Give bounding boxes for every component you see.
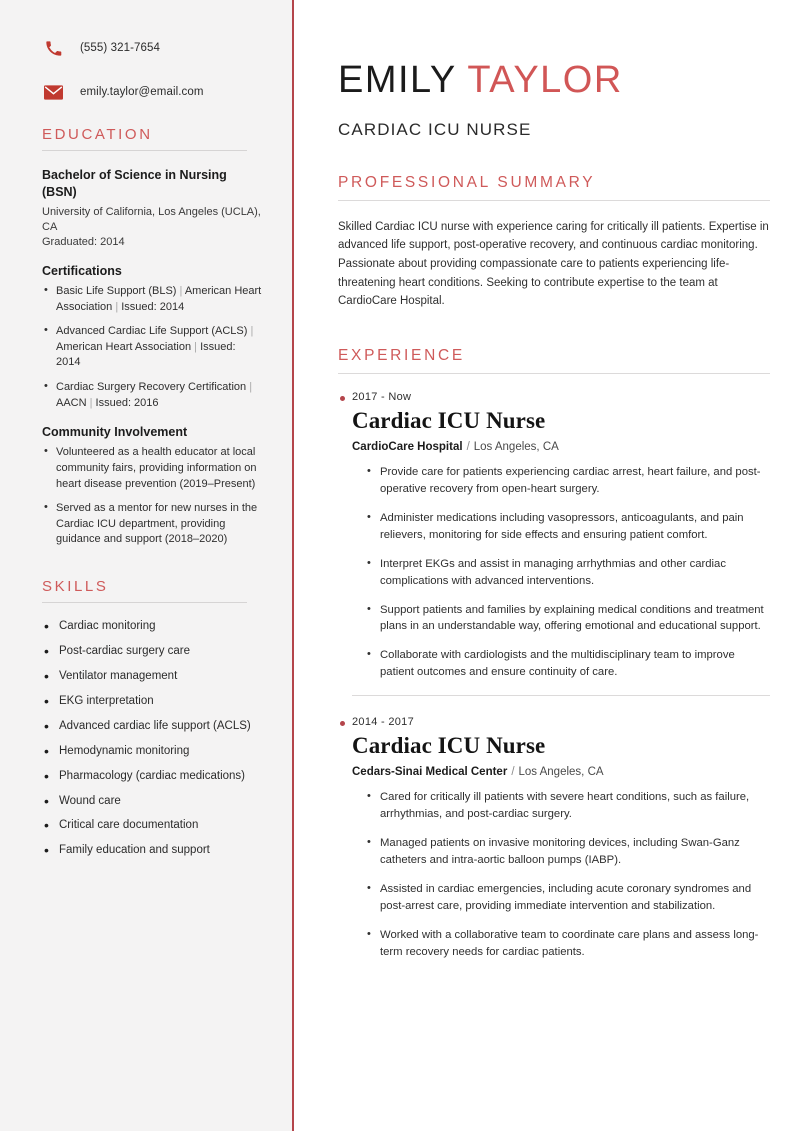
community-heading: Community Involvement [42, 425, 188, 440]
list-item: • Post-cardiac surgery care [42, 644, 262, 659]
experience-role: Cardiac ICU Nurse [352, 733, 546, 759]
headline-job-title: CARDIAC ICU NURSE [338, 119, 532, 139]
list-item: • Advanced cardiac life support (ACLS) [42, 719, 262, 734]
contact-phone[interactable] [42, 38, 262, 58]
list-item: • EKG interpretation [42, 694, 262, 709]
separator-slash: / [466, 440, 470, 453]
community-list [42, 445, 262, 548]
experience-item [338, 391, 770, 681]
last-name: TAYLOR [467, 59, 623, 101]
list-item: • Cared for critically ill patients with severe heart conditions, such as failure, arrhythmias, and post-cardiac surgery. [366, 789, 770, 823]
section-title-experience: EXPERIENCE [338, 346, 465, 364]
separator-slash: / [511, 766, 515, 779]
skills-list [42, 619, 262, 858]
graduation-year: Graduated: 2014 [42, 235, 125, 248]
education-entry [42, 167, 262, 250]
section-title-skills: SKILLS [42, 577, 109, 595]
certifications-list [42, 284, 262, 411]
list-item: • Provide care for patients experiencing cardiac arrest, heart failure, and post-operative recovery from open-heart surgery. [366, 464, 770, 498]
education-divider [42, 150, 247, 151]
experience-dates: 2014 - 2017 [338, 716, 770, 728]
list-item: • Administer medications including vasopressors, anticoagulants, and pain relievers, monitoring for side effects and ensuring patient comfort. [366, 510, 770, 544]
summary-text: Skilled Cardiac ICU nurse with experience caring for critically ill patients. Expertise in advanced life support, post-operative recovery, and continuous cardiac monitoring. Passionate about providing compassionate care to patients experiencing life-threatening heart conditions. Seeking to contribute expertise to the team at CardioCare Hospital. [338, 220, 769, 308]
company-name: CardioCare Hospital [352, 440, 463, 453]
experience-divider [338, 373, 770, 374]
list-item: • Cardiac monitoring [42, 619, 262, 634]
list-item: • Support patients and families by explaining medical conditions and treatment plans in an understandable way, offering emotional and educational support. [366, 602, 770, 636]
certifications-heading: Certifications [42, 264, 122, 279]
skills-divider [42, 602, 247, 603]
phone-value: (555) 321-7654 [80, 42, 161, 54]
experience-bullets [366, 789, 770, 961]
list-item: • Collaborate with cardiologists and the multidisciplinary team to improve patient outcomes and ensure continuity of care. [366, 647, 770, 681]
envelope-icon [42, 82, 64, 102]
list-item: • Assisted in cardiac emergencies, including acute coronary syndromes and post-arrest care, providing immediate intervention and stabilization. [366, 881, 770, 915]
list-item: • Worked with a collaborative team to coordinate care plans and assess long-term recovery needs for cardiac patients. [366, 927, 770, 961]
degree-name: Bachelor of Science in Nursing (BSN) [42, 168, 227, 199]
list-item: • Family education and support [42, 843, 262, 858]
sidebar [0, 0, 294, 1131]
company-location: Los Angeles, CA [473, 440, 559, 453]
list-item: • Managed patients on invasive monitoring devices, including Swan-Ganz catheters and intra-aortic balloon pumps (IABP). [366, 835, 770, 869]
contact-email[interactable] [42, 82, 262, 102]
experience-company-line [352, 441, 770, 453]
phone-icon [42, 38, 64, 58]
first-name: EMILY [338, 59, 457, 101]
list-item: • Pharmacology (cardiac medications) [42, 769, 262, 784]
list-item: • Critical care documentation [42, 818, 262, 833]
list-item: • Hemodynamic monitoring [42, 744, 262, 759]
company-name: Cedars-Sinai Medical Center [352, 766, 508, 779]
experience-item [338, 716, 770, 961]
experience-role: Cardiac ICU Nurse [352, 407, 546, 433]
list-item: • Advanced Cardiac Life Support (ACLS) | American Heart Association | Issued: 2014 [42, 324, 262, 371]
school-name: University of California, Los Angeles (UCLA), CA [42, 205, 261, 233]
page-title [338, 60, 770, 102]
list-item: • Interpret EKGs and assist in managing arrhythmias and other cardiac complications with advanced interventions. [366, 556, 770, 590]
email-value: emily.taylor@email.com [80, 86, 204, 98]
list-item: • Served as a mentor for new nurses in the Cardiac ICU department, providing guidance and support (2018–2020) [42, 501, 262, 548]
list-item: • Wound care [42, 794, 262, 809]
list-item: • Basic Life Support (BLS) | American Heart Association | Issued: 2014 [42, 284, 262, 315]
section-title-education: EDUCATION [42, 126, 153, 143]
experience-company-line [352, 766, 770, 778]
company-location: Los Angeles, CA [518, 766, 604, 779]
list-item: • Ventilator management [42, 669, 262, 684]
list-item: • Cardiac Surgery Recovery Certification | AACN | Issued: 2016 [42, 380, 262, 411]
list-item: • Volunteered as a health educator at local community fairs, providing information on heart disease prevention (2019–Present) [42, 445, 262, 492]
experience-bullets [366, 464, 770, 681]
main-content [294, 0, 800, 1131]
summary-divider [338, 200, 770, 201]
experience-dates: 2017 - Now [338, 391, 770, 403]
section-title-summary: PROFESSIONAL SUMMARY [338, 173, 596, 191]
experience-item-divider [352, 695, 770, 696]
